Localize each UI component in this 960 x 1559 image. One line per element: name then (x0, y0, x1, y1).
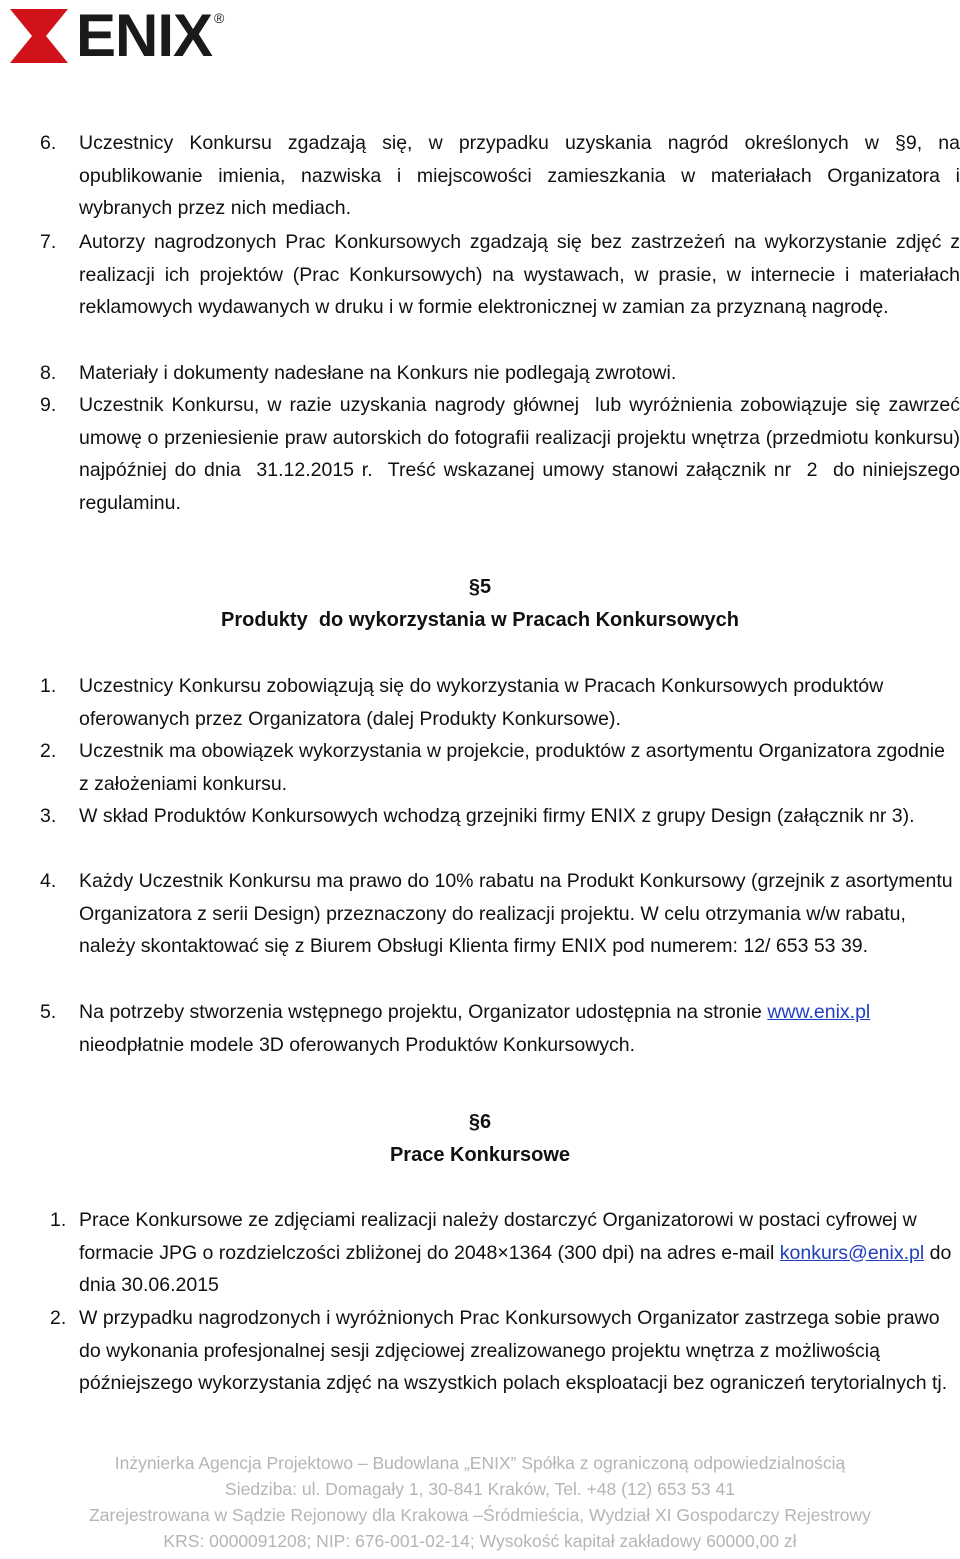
item-text: W przypadku nagrodzonych i wyróżnionych Prac Konkursowych Organizator zastrzega sobie prawo do wykonania profesjonalnej sesji zdjęciowej zrealizowanego projektu wnętrza z możliwością późniejszego wykorzystania zdjęć na wszystkich polach eksploatacji bez ograniczeń terytorialnych tj. (79, 1307, 948, 1394)
email-link[interactable]: konkurs@enix.pl (779, 1241, 925, 1264)
item-number: 1. (40, 675, 57, 697)
item-number: 2. (40, 740, 57, 762)
item-text: Materiały i dokumenty nadesłane na Konkurs nie podlegają zwrotowi. (79, 362, 677, 384)
section-number: §5 (468, 576, 492, 598)
item-number: 8. (40, 362, 57, 384)
item-text: Uczestnicy Konkursu zgadzają się, w przypadku uzyskania nagród określonych w §9, na opublikowanie imienia, nazwiska i miejscowości zamieszkania w materiałach Organizatora i wybranych przez nich mediach. (79, 132, 960, 219)
item-text: Każdy Uczestnik Konkursu ma prawo do 10% rabatu na Produkt Konkursowy (grzejnik z asortymentu Organizatora z serii Design) przeznaczony do realizacji projektu. W celu otrzymania w/w rabatu, należy skontaktować się z Biurem Obsługi Klienta firmy ENIX pod numerem: 12/ 653 53 39. (79, 870, 953, 957)
item-text: Uczestnik Konkursu, w razie uzyskania nagrody głównej lub wyróżnienia zobowiązuje się zawrzeć umowę o przeniesienie praw autorskich do fotografii realizacji projektu wnętrza (przedmiotu konkursu) najpóźniej do dnia 31.12.2015 r. Treść wskazanej umowy stanowi załącznik nr 2 do niniejszego regulaminu. (79, 394, 960, 514)
footer-registration: Zarejestrowana w Sądzie Rejonowy dla Krakowa –Śródmieścia, Wydział XI Gospodarczy Rejestrowy (89, 1505, 871, 1525)
item-text-part: do dnia 30.06.2015 (79, 1241, 952, 1296)
item-number: 7. (40, 231, 57, 253)
company-logo (10, 2, 225, 69)
footer-company-name: Inżynierka Agencja Projektowo – Budowlana „ENIX” Spółka z ograniczoną odpowiedzialnością (114, 1453, 846, 1473)
section-title: Produkty do wykorzystania w Pracach Konkursowych (221, 609, 739, 631)
item-number: 4. (40, 870, 57, 892)
item-text: Uczestnicy Konkursu zobowiązują się do wykorzystania w Pracach Konkursowych produktów oferowanych przez Organizatora (dalej Produkty Konkursowe). (79, 675, 884, 730)
page-footer (0, 1450, 960, 1554)
footer-address: Siedziba: ul. Domagały 1, 30-841 Kraków, Tel. +48 (12) 653 53 41 (225, 1479, 735, 1499)
enix-logo-icon (10, 9, 68, 63)
item-text-part: Na potrzeby stworzenia wstępnego projektu, Organizator udostępnia na stronie (79, 1001, 768, 1023)
item-number: 1. (50, 1209, 67, 1231)
list-item (40, 226, 960, 324)
list-item (40, 670, 960, 735)
registered-mark: ® (214, 10, 225, 26)
list-item (40, 800, 960, 833)
item-text-part: Prace Konkursowe ze zdjęciami realizacji należy dostarczyć Organizatorowi w postaci cyfrowej w formacie JPG o rozdzielczości zbliżonej do 2048×1364 (300 dpi) na adres e-mail (79, 1209, 917, 1264)
list-item (40, 735, 960, 800)
logo-wordmark: ENIX (76, 2, 213, 69)
item-text-part: nieodpłatnie modele 3D oferowanych Produktów Konkursowych. (79, 1033, 636, 1056)
list-item (40, 1204, 960, 1302)
list-item (40, 996, 960, 1061)
item-text (79, 996, 960, 1061)
item-number: 3. (40, 805, 57, 827)
list-item (40, 127, 960, 225)
item-text: W skład Produktów Konkursowych wchodzą grzejniki firmy ENIX z grupy Design (załącznik nr 3). (79, 805, 915, 827)
website-link[interactable]: www.enix.pl (767, 1001, 871, 1023)
item-text: Autorzy nagrodzonych Prac Konkursowych zgadzają się bez zastrzeżeń na wykorzystanie zdjęć z realizacji ich projektów (Prac Konkursowych) na wystawach, w prasie, w internecie i materiałach reklamowych wydawanych w druku i w formie elektronicznej w zamian za przyznaną nagrodę. (79, 231, 960, 318)
list-item (40, 389, 960, 519)
section-number: §6 (468, 1111, 492, 1133)
item-number: 6. (40, 132, 57, 154)
item-text: Uczestnik ma obowiązek wykorzystania w projekcie, produktów z asortymentu Organizatora zgodnie z założeniami konkursu. (79, 740, 945, 795)
section-title: Prace Konkursowe (389, 1144, 571, 1166)
list-item (40, 865, 960, 963)
footer-identifiers: KRS: 0000091208; NIP: 676-001-02-14; Wysokość kapitał zakładowy 60000,00 zł (163, 1531, 797, 1551)
item-number: 5. (40, 1001, 57, 1023)
item-number: 2. (50, 1307, 67, 1329)
list-item (40, 1302, 960, 1400)
list-item (40, 357, 960, 390)
item-number: 9. (40, 394, 57, 416)
item-text (79, 1204, 960, 1302)
